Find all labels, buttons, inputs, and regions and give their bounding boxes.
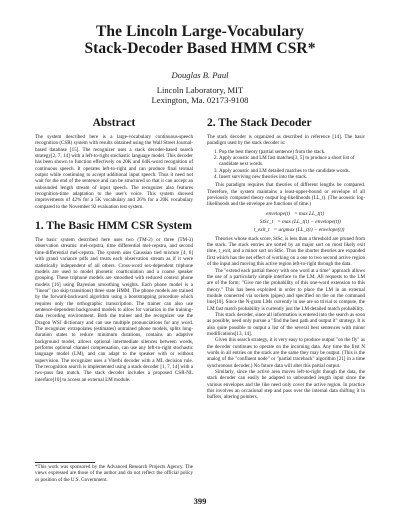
eq3-lhs: t_exit_t [253,226,270,233]
equations [207,210,365,234]
affiliation-line1: Lincoln Laboratory, MIT [156,85,244,95]
footnote: *This work was sponsored by the Advanced Research Projects Agency. The views expressed are those of the author and do not reflect the official policy or position of the U.S. Government. [35,464,193,483]
section2-para4: The "extend each partial theory with one word at a time" approach allows the use of a particularly simple interface to the LM. All requests to the LM are of the form: "Give me the probability of this one-word extension to this theory." This has been exploited in order to place the LM in an external module connected via sockets (pipes) and specified on the on the command line[10]. Since the N-gram LMs currently in use are so trivial to compute, the LM fast match probability is currently just the LM detailed match probability. [207,267,365,312]
section1-text: The basic system described here uses two (TM-2) or three (TM-3) observation streams: mel-cepstra, time differential mel-cepstra, and second time-differential mel-cepstra. The system uses Gaussian tied mixture [4, 6] with grand variance pdfs and treats each observation stream as if it were statistically independent of all others. Cross-word sex-dependent triphone models are used to model phonetic coarticulation and a coarse speaker grouping. These triphone models are smoothed with reduced context phone models [16] using Bayesian smoothing weights. Each phone model is a "linear" (no skip transitions) three state HMM. The phone models are trained by the forward-backward algorithm using a bootstrapping procedure which requires only the orthographic transcription. The trainer can also use sentence-dependent background models to allow for variation in the training-data recording environment. Both the trainer and the recognizer use the Dragon WSJ dictionary and can use multiple pronunciations for any word. The recognizer extrapolates (estimates) untrained phone models, splits long-duration states to reduce minimum durations, contains an adaptive background model, allows optional intermediate silences between words, performs optional channel compensation, can use any left-to-right stochastic language model (LM), and can adapt to the speaker with or without supervision. The recognizer uses a Viterbi decoder with a ML decision rule. The recognition search is implemented using a stack decoder [1, 7, 14] with a two-pass fast match. The stack decoder includes a proposed CSR-NL interface[10] to access an external LM module. [35,237,193,383]
list-item: 2. Apply acoustic and LM fast matches[3, 5] to produce a short list of candidate next words. [219,155,365,168]
footnote-rule [35,462,95,463]
eq1-rhs: = max LL_t(t) [293,210,325,217]
abstract-heading: Abstract [92,117,136,129]
author-name: Douglas B. Paul [171,70,229,80]
affiliation-line2: Lexington, Ma. 02173-9108 [151,95,249,105]
section2-intro: The stack decoder is organized as described in reference [14]. The basic paradigm used by the stack decoder is: [207,134,365,147]
eq2-rhs: = max (LL_t(t) − envelope(t)) [277,218,341,225]
left-column [35,117,193,383]
paper-title-line1: The Lincoln Large-Vocabulary [95,23,305,40]
list-item: 3. Apply acoustic and LM detailed matches to the candidate words. [219,168,365,174]
section2-para7: Similarly, since the active area moves left-to-right though the data, the stack decoder can easily be adapted to unbounded length input since the various envelopes and the like need only cover the active region. In practice this involves an occasional step and pass over the internal data shifting it in buffers, altering pointers, [207,369,365,401]
list-item: 4. Insert surviving new theories into the stack. [219,174,365,180]
list-item: 1. Pop the best theory (partial sentence) from the stack. [219,149,365,155]
page-number: 399 [193,496,207,506]
section2-para2: This paradigm requires that theories of different lengths be compared. Therefore, the system maintains a least-upper-bound or envelope of all previously computed theory output log-likelihoods (LL_t). (The acoustic log-likelihoods and the envelope are functions of time.) [207,182,365,208]
eq2-lhs: StSc_t [259,218,274,225]
section1-heading: 1. The Basic HMM CSR System [35,220,192,233]
abstract-text: The system described here is a large-vocabulary continuous-speech recognition (CSR) system with results obtained using the Wall Street Journal-based database [15]. The recognizer uses a stack decoder-based search strategy[2, 7, 14] with a left-to-right stochastic language model. This decoder has been shown to function effectively on 20K and 64K-word recognition of continuous speech. It operates left-to-right and can produce final textual output while continuing to accept additional input speech. Thus it need not wait for the end of the sentence and can be structured so that it can accept an unbounded length stream of input speech. The recognizer also features recognition-time adaptation to the user's voice. This system showed improvements of 42% for a 5K vocabulary and 26% for a 20K vocabulary compared to the November 92 evaluation test system. [35,134,193,210]
eq1-lhs: envelope(t) [266,210,290,217]
section2-para6: Given this search strategy, it is very easy to produce output "on the fly" as the decoder continues to operate on the incoming data. Any time the first N words in all entries on the stack are the same they may be output. (This is the analog of the "confluent node" or "partial traceback" algorithm [21] in a time synchronous decoder.) No future data will alter this partial output. [207,337,365,369]
section2-para5: This stack decoder, since all information is entered into the search as soon as possible, need only pursue a "find the best path and output it" strategy. It is also quite possible to output a list of the several best sentences with minor modifications[13, 14]. [207,311,365,337]
stack-steps-list [207,149,365,181]
section2-heading: 2. The Stack Decoder [207,117,312,129]
section2-para3: Theories whose stack score, StSc, is less than a threshold are pruned from the stack. The stack entries are sorted by an major sort on most likely exit time, t_exit, and a minor sort on StSc. Thus the shorter theories are expanded first which has the net effect of working on a one to two second active region of the input and moving this active region left-to-right through the data. [207,235,365,268]
eq3-rhs: = argmax (LL_t(t) − envelope(t)) [273,226,345,233]
paper-title-line2: Stack-Decoder Based HMM CSR* [84,40,316,57]
right-column [207,117,365,401]
